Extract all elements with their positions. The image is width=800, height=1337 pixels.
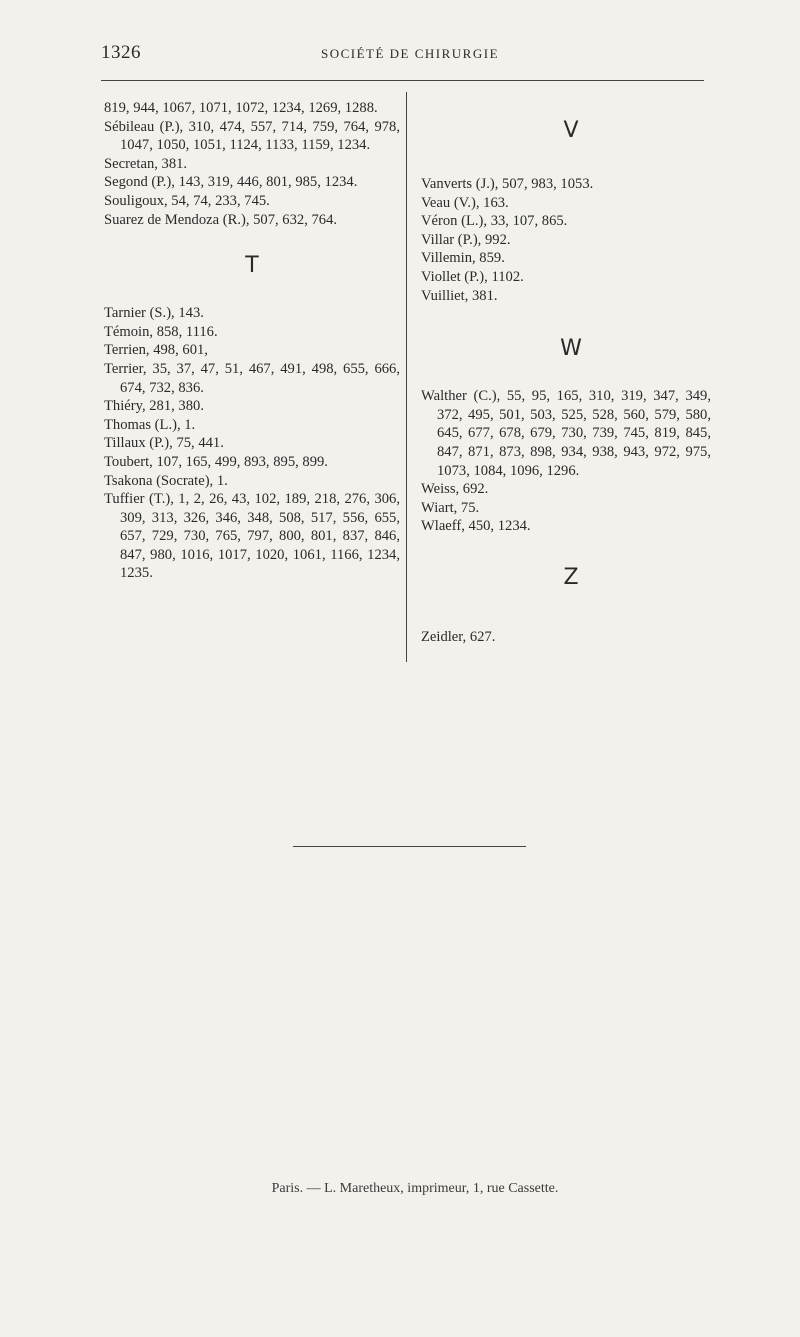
index-left-column (104, 99, 400, 583)
index-entry: Secretan, 381. (104, 155, 188, 172)
index-entry: Viollet (P.), 1102. (421, 268, 524, 285)
header-rule (101, 80, 704, 81)
column-divider (406, 92, 407, 662)
index-entry: Tsakona (Socrate), 1. (104, 472, 228, 489)
index-entry: Suarez de Mendoza (R.), 507, 632, 764. (104, 211, 338, 228)
index-entry: Villar (P.), 992. (421, 231, 511, 248)
index-entry: Tillaux (P.), 75, 441. (104, 435, 224, 452)
index-entry: Témoin, 858, 1116. (104, 323, 218, 340)
running-head: SOCIÉTÉ DE CHIRURGIE (320, 46, 500, 61)
end-rule (293, 846, 526, 847)
index-entry: Sébileau (P.), 310, 474, 557, 714, 759, 764, 978, 1047, 1050, 1051, 1124, 1133, 1159, 1234. (104, 118, 400, 154)
section-letter-v: V (563, 118, 579, 143)
index-entry: Zeidler, 627. (421, 628, 496, 645)
index-entry: Weiss, 692. (421, 481, 489, 498)
index-entry: Thomas (L.), 1. (104, 416, 196, 433)
section-letter-w: W (560, 336, 582, 362)
index-entry: Segond (P.), 143, 319, 446, 801, 985, 1234. (104, 174, 358, 191)
index-entry: Terrier, 35, 37, 47, 51, 467, 491, 498, 655, 666, 674, 732, 836. (104, 360, 400, 396)
index-entry: Toubert, 107, 165, 499, 893, 895, 899. (104, 453, 328, 470)
index-entry: Wiart, 75. (421, 499, 480, 516)
index-entry: Veau (V.), 163. (421, 194, 509, 211)
index-entry: Véron (L.), 33, 107, 865. (421, 213, 568, 230)
page-number: 1326 (101, 42, 141, 63)
section-letter-z: Z (563, 564, 579, 590)
section-letter-t: T (245, 253, 259, 279)
index-entry: Walther (C.), 55, 95, 165, 310, 319, 347, 349, 372, 495, 501, 503, 525, 528, 560, 579, 580, 645, 677, 678, 679, 730, 739, 745, 819, 845, 847, 871, 873, 898, 934, 938, 943, 972, 975, 1073, 1084, 1096, 1296. (421, 388, 711, 479)
index-entry: Wlaeff, 450, 1234. (421, 518, 531, 535)
index-entry: 819, 944, 1067, 1071, 1072, 1234, 1269, 1288. (104, 100, 378, 116)
index-entry: Terrien, 498, 601, (104, 342, 208, 359)
index-right-column (421, 119, 711, 647)
index-entry: Vuilliet, 381. (421, 287, 498, 304)
index-entry: Tarnier (S.), 143. (104, 305, 204, 322)
printer-imprint: Paris. — L. Maretheux, imprimeur, 1, rue Cassette. (271, 1181, 559, 1196)
index-entry: Souligoux, 54, 74, 233, 745. (104, 192, 270, 209)
index-entry: Thiéry, 281, 380. (104, 398, 204, 415)
index-entry: Villemin, 859. (421, 250, 505, 267)
index-entry: Vanverts (J.), 507, 983, 1053. (421, 176, 594, 192)
index-entry: Tuffier (T.), 1, 2, 26, 43, 102, 189, 218, 276, 306, 309, 313, 326, 346, 348, 508, 517, 556, 655, 657, 729, 730, 765, 797, 800, 801, 837, 846, 847, 980, 1016, 1017, 1020, 1061, 1166, 1234, 1235. (104, 491, 400, 582)
